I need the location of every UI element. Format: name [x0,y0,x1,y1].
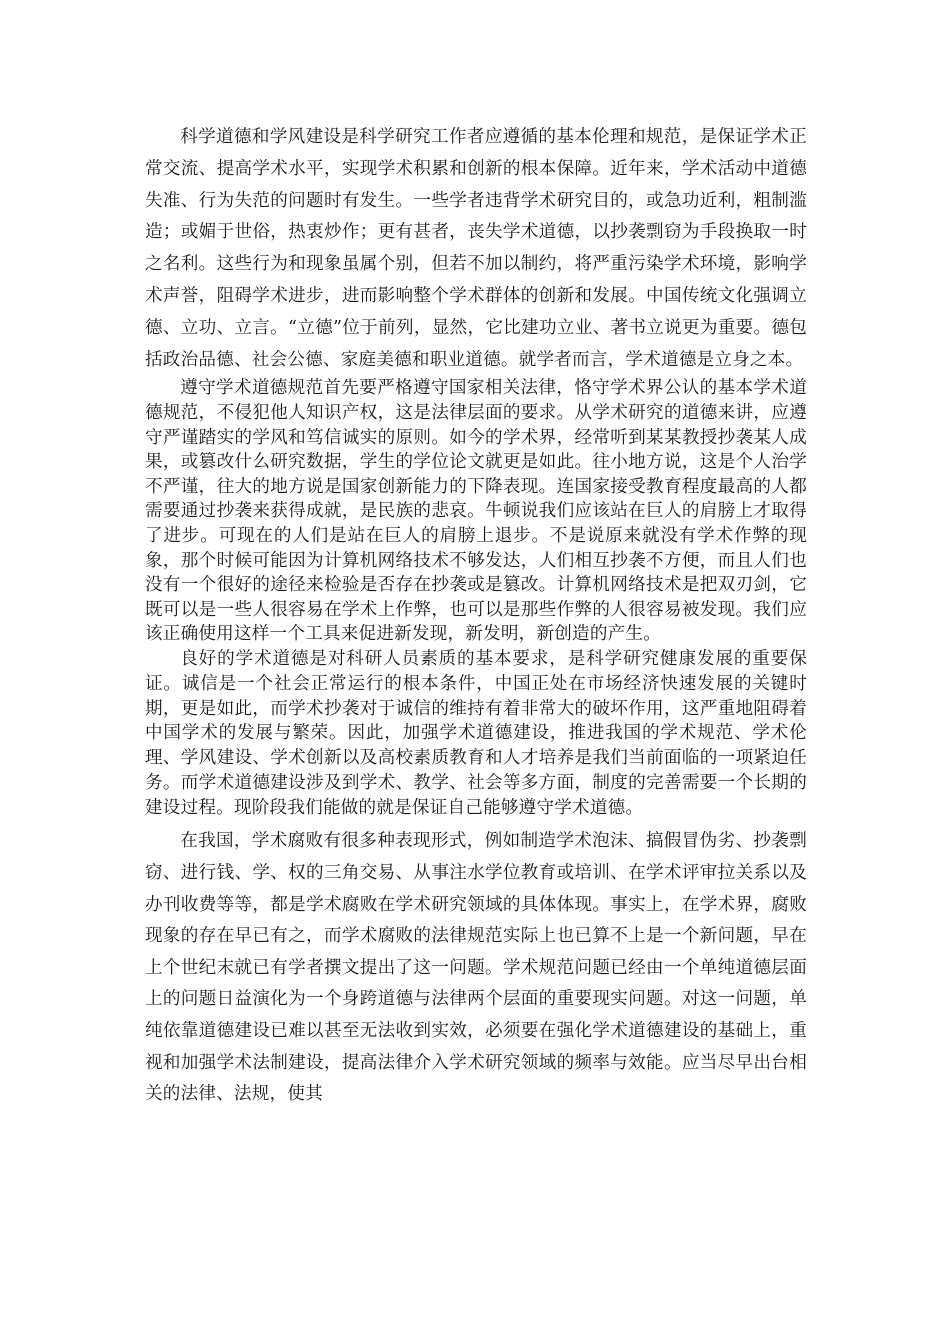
paragraph-3: 良好的学术道德是对科研人员素质的基本要求，是科学研究健康发展的重要保证。诚信是一个社会正常运行的根本条件，中国正处在市场经济快速发展的关键时期，更是如此，而学术抄袭对于诚信的维持有着非常大的破坏作用，这严重地阻碍着中国学术的发展与繁荣。因此，加强学术道德建设，推进我国的学术规范、学术伦理、学风建设、学术创新以及高校素质教育和人才培养是我们当前面临的一项紧迫任务。而学术道德建设涉及到学术、教学、社会等多方面，制度的完善需要一个长期的建设过程。现阶段我们能做的就是保证自己能够遵守学术道德。 [145,648,807,818]
document-page [145,122,807,1111]
paragraph-2: 遵守学术道德规范首先要严格遵守国家相关法律，恪守学术界公认的基本学术道德规范，不侵犯他人知识产权，这是法律层面的要求。从学术研究的道德来讲，应遵守严谨踏实的学风和笃信诚实的原则。如今的学术界，经常听到某某教授抄袭某人成果，或篡改什么研究数据，学生的学位论文就更是如此。往小地方说，这是个人治学不严谨，往大的地方说是国家创新能力的下降表现。连国家接受教育程度最高的人都需要通过抄袭来获得成就，是民族的悲哀。牛顿说我们应该站在巨人的肩膀上才取得了进步。可现在的人们是站在巨人的肩膀上退步。不是说原来就没有学术作弊的现象，那个时候可能因为计算机网络技术不够发达，人们相互抄袭不方便，而且人们也没有一个很好的途径来检验是否存在抄袭或是篡改。计算机网络技术是把双刃剑，它既可以是一些人很容易在学术上作弊，也可以是那些作弊的人很容易被发现。我们应该正确使用这样一个工具来促进新发现，新发明，新创造的产生。 [145,378,807,645]
paragraph-4: 在我国，学术腐败有很多种表现形式，例如制造学术泡沫、搞假冒伪劣、抄袭剽窃、进行钱、学、权的三角交易、从事注水学位教育或培训、在学术评审拉关系以及办刊收费等等，都是学术腐败在学术研究领域的具体体现。事实上，在学术界，腐败现象的存在早已有之，而学术腐败的法律规范实际上也已算不上是一个新问题，早在上个世纪末就已有学者撰文提出了这一问题。学术规范问题已经由一个单纯道德层面上的问题日益演化为一个身跨道德与法律两个层面的重要现实问题。对这一问题，单纯依靠道德建设已难以甚至无法收到实效，必须要在强化学术道德建设的基础上，重视和加强学术法制建设，提高法律介入学术研究领域的频率与效能。应当尽早出台相关的法律、法规，使其 [145,831,807,1105]
paragraph-1: 科学道德和学风建设是科学研究工作者应遵循的基本伦理和规范，是保证学术正常交流、提高学术水平，实现学术积累和创新的根本保障。近年来，学术活动中道德失准、行为失范的问题时有发生。一些学者违背学术研究目的，或急功近利，粗制滥造；或媚于世俗，热衷炒作；更有甚者，丧失学术道德，以抄袭剽窃为手段换取一时之名利。这些行为和现象虽属个别，但若不加以制约，将严重污染学术环境，影响学术声誉，阻碍学术进步，进而影响整个学术群体的创新和发展。中国传统文化强调立德、立功、立言。“立德”位于前列，显然，它比建功立业、著书立说更为重要。德包括政治品德、社会公德、家庭美德和职业道德。就学者而言，学术道德是立身之本。 [145,127,807,370]
